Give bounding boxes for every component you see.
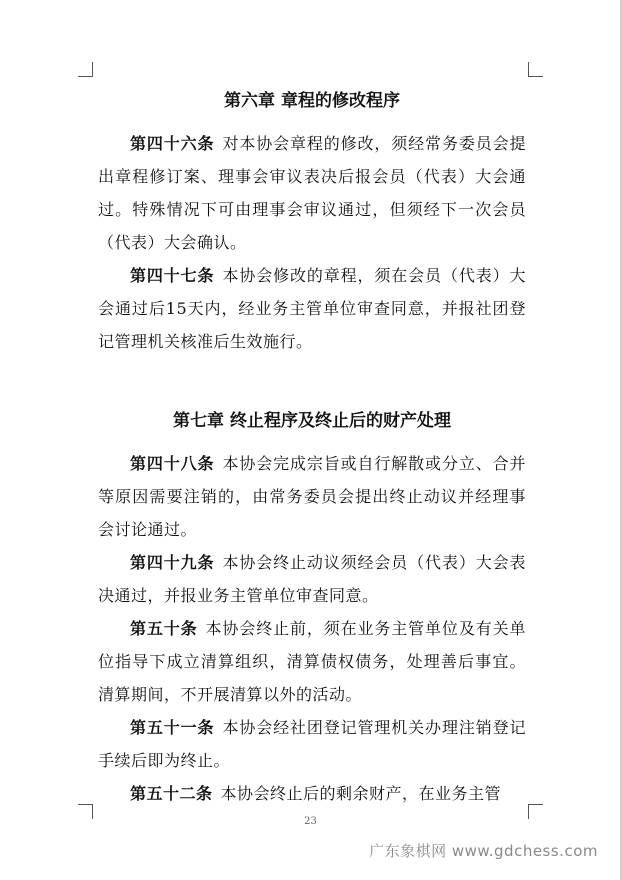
article-label: 第五十条 xyxy=(130,619,198,638)
article-label: 第四十八条 xyxy=(130,454,215,473)
article-47 xyxy=(98,259,526,358)
crop-mark-top-left xyxy=(78,62,93,77)
article-label: 第五十二条 xyxy=(130,784,213,803)
article-51 xyxy=(98,711,526,777)
article-text: 本协会终止后的剩余财产，在业务主管 xyxy=(220,784,502,803)
article-text: 本协会修改的章程，须在会员（代表）大会通过后15天内，经业务主管单位审查同意，并报社团登记管理机关核准后生效施行。 xyxy=(98,266,526,351)
article-49 xyxy=(98,546,526,612)
chapter-7-title: 第七章 终止程序及终止后的财产处理 xyxy=(173,411,451,431)
article-text: 本协会完成宗旨或自行解散或分立、合并等原因需要注销的，由常务委员会提出终止动议并经理事会讨论通过。 xyxy=(98,454,526,539)
article-label: 第四十九条 xyxy=(130,553,215,572)
article-50 xyxy=(98,612,526,711)
article-label: 第四十六条 xyxy=(130,134,215,153)
article-46 xyxy=(98,127,526,259)
crop-mark-top-right xyxy=(528,62,543,77)
article-text: 本协会终止动议须经会员（代表）大会表决通过，并报业务主管单位审查同意。 xyxy=(98,553,526,605)
article-text: 本协会经社团登记管理机关办理注销登记手续后即为终止。 xyxy=(98,718,526,770)
article-label: 第五十一条 xyxy=(130,718,215,737)
article-text: 本协会终止前，须在业务主管单位及有关单位指导下成立清算组织，清算债权债务，处理善后事宜。清算期间，不开展清算以外的活动。 xyxy=(98,619,526,704)
article-label: 第四十七条 xyxy=(130,266,215,285)
chapter-6-title: 第六章 章程的修改程序 xyxy=(224,91,400,111)
site-watermark: 广东象棋网 www.gdchess.com xyxy=(369,842,598,860)
article-52 xyxy=(98,777,526,810)
page-number: 23 xyxy=(304,816,317,827)
article-text: 对本协会章程的修改，须经常务委员会提出章程修订案、理事会审议表决后报会员（代表）大会通过。特殊情况下可由理事会审议通过，但须经下一次会员（代表）大会确认。 xyxy=(98,134,526,252)
page-content xyxy=(98,78,526,810)
article-48 xyxy=(98,447,526,546)
